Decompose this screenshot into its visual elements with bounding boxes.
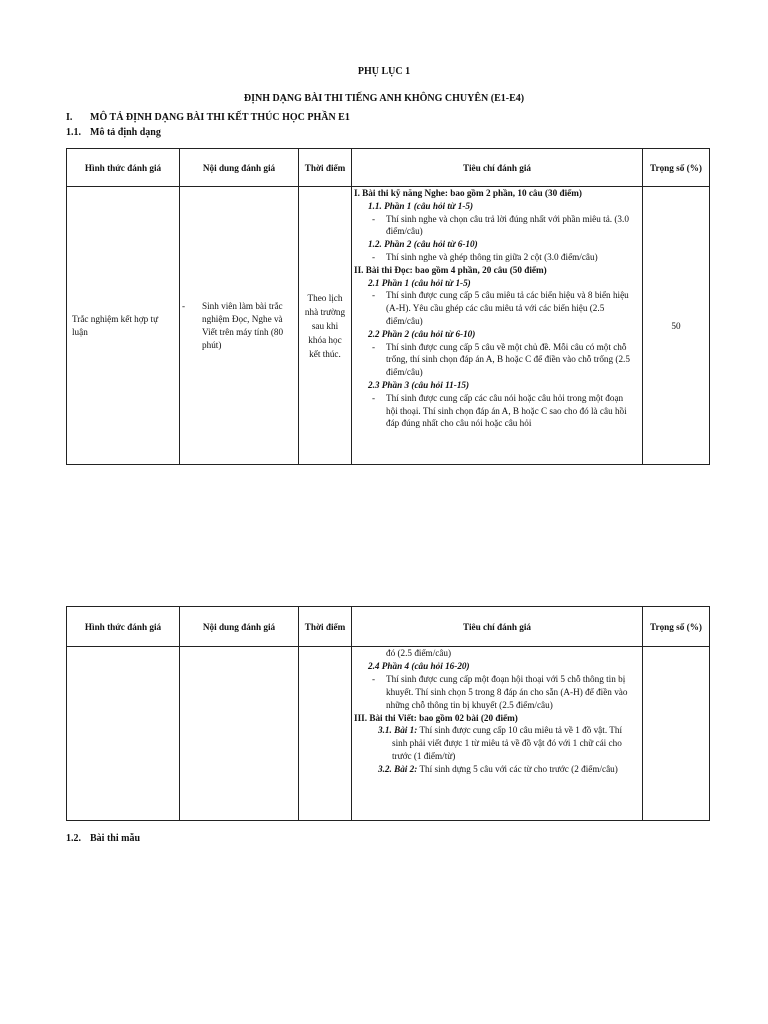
- criteria-cell: [352, 647, 643, 821]
- section-1-2-title: Bài thi mẫu: [90, 833, 141, 844]
- listening-part2-title: 1.2. Phần 2 (câu hỏi từ 6-10): [368, 239, 478, 250]
- table-row: [67, 647, 710, 821]
- listening-part1-text: - Thí sinh nghe và chọn câu trả lời đúng nhất với phần miêu tả. (3.0 điểm/câu): [352, 213, 642, 239]
- reading-part4-text: - Thí sinh được cung cấp một đoạn hội thoại với 5 chỗ thông tin bị khuyết. Thí sinh chọn 5 trong 8 đáp án cho sẵn (A-H) để điền vào những chỗ thông tin bị khuyết (2.5 điểm/câu): [352, 673, 642, 712]
- writing-section-title: III. Bài thi Viết: bao gồm 02 bài (20 điểm): [354, 712, 518, 723]
- header-criteria: Tiêu chí đánh giá: [352, 149, 643, 187]
- header-form: Hình thức đánh giá: [67, 149, 180, 187]
- listening-part2-text: - Thí sinh nghe và ghép thông tin giữa 2 cột (3.0 điểm/câu): [352, 251, 642, 264]
- content-cell-empty: [180, 647, 299, 821]
- writing-task1-label: 3.1. Bài 1:: [378, 725, 418, 736]
- reading-part1-title: 2.1 Phần 1 (câu hỏi từ 1-5): [368, 277, 471, 288]
- header-criteria: Tiêu chí đánh giá: [352, 607, 643, 647]
- table-header-row: [67, 607, 710, 647]
- header-weight: Trọng số (%): [643, 607, 710, 647]
- reading-part2-text: - Thí sinh được cung cấp 5 câu về một chủ đề. Mỗi câu có một chỗ trống, thí sinh chọn đáp án A, B hoặc C để điền vào chỗ trống (2.5 điểm/câu): [352, 341, 642, 379]
- listening-part1-title: 1.1. Phần 1 (câu hỏi từ 1-5): [368, 200, 474, 211]
- writing-task2-text: Thí sinh dựng 5 câu với các từ cho trước (2 điểm/câu): [417, 764, 618, 775]
- header-content: Nội dung đánh giá: [180, 607, 299, 647]
- header-form: Hình thức đánh giá: [67, 607, 180, 647]
- appendix-title: PHỤ LỤC 1: [357, 66, 411, 77]
- weight-cell-empty: [643, 647, 710, 821]
- section-i-title: MÔ TẢ ĐỊNH DẠNG BÀI THI KẾT THÚC HỌC PHẦN E1: [90, 112, 350, 123]
- reading-part3-continuation: đó (2.5 điểm/câu): [386, 648, 452, 658]
- form-cell: Trắc nghiệm kết hợp tự luận: [67, 187, 180, 465]
- section-1-1-number: 1.1.: [66, 127, 81, 138]
- reading-part3-text: - Thí sinh được cung cấp các câu nói hoặc câu hỏi trong một đoạn hội thoại. Thí sinh chọn đáp án A, B hoặc C sao cho đó là câu hồi đáp đúng nhất cho câu nói hoặc câu hỏi: [352, 392, 642, 430]
- writing-task1-text: Thí sinh được cung cấp 10 câu miêu tả về 1 đồ vật. Thí sinh phải viết được 1 từ miêu tả về đồ vật đó với 1 chữ cái cho trước (1 điểm/từ): [392, 725, 622, 762]
- format-title: ĐỊNH DẠNG BÀI THI TIẾNG ANH KHÔNG CHUYÊN (E1-E4): [243, 93, 525, 104]
- writing-task1: [352, 724, 642, 763]
- time-cell-empty: [299, 647, 352, 821]
- weight-cell: 50: [643, 187, 710, 465]
- content-cell: [180, 187, 299, 465]
- format-table-page2: [66, 606, 710, 821]
- section-1-1-title: Mô tả định dạng: [90, 127, 161, 138]
- header-time: Thời điểm: [299, 149, 352, 187]
- section-1-2-number: 1.2.: [66, 833, 81, 844]
- content-bullet: - Sinh viên làm bài trắc nghiệm Đọc, Nghe và Viết trên máy tính (80 phút): [180, 300, 298, 352]
- reading-part3-title: 2.3 Phần 3 (câu hỏi 11-15): [368, 379, 470, 390]
- writing-task2: [352, 763, 642, 776]
- criteria-cell: [352, 187, 643, 465]
- form-cell-empty: [67, 647, 180, 821]
- reading-part1-text: - Thí sinh được cung cấp 5 câu miêu tả các biển hiệu và 8 biển hiệu (A-H). Yêu cầu ghép các câu miêu tả với các biển hiệu (2.5 điểm/câu): [352, 289, 642, 327]
- table-row: [67, 187, 710, 465]
- time-cell: Theo lịch nhà trường sau khi khóa học kết thúc.: [299, 187, 352, 465]
- listening-section-title: I. Bài thi kỹ năng Nghe: bao gồm 2 phần, 10 câu (30 điểm): [354, 188, 582, 198]
- table-header-row: [67, 149, 710, 187]
- header-weight: Trọng số (%): [643, 149, 710, 187]
- reading-part2-title: 2.2 Phần 2 (câu hỏi từ 6-10): [368, 328, 476, 339]
- section-i-number: I.: [66, 112, 73, 123]
- writing-task2-label: 3.2. Bài 2:: [378, 764, 418, 775]
- reading-part4-title: 2.4 Phần 4 (câu hỏi 16-20): [368, 660, 470, 671]
- header-time: Thời điểm: [299, 607, 352, 647]
- format-table-page1: [66, 148, 710, 465]
- reading-section-title: II. Bài thi Đọc: bao gồm 4 phần, 20 câu (50 điểm): [354, 264, 547, 275]
- header-content: Nội dung đánh giá: [180, 149, 299, 187]
